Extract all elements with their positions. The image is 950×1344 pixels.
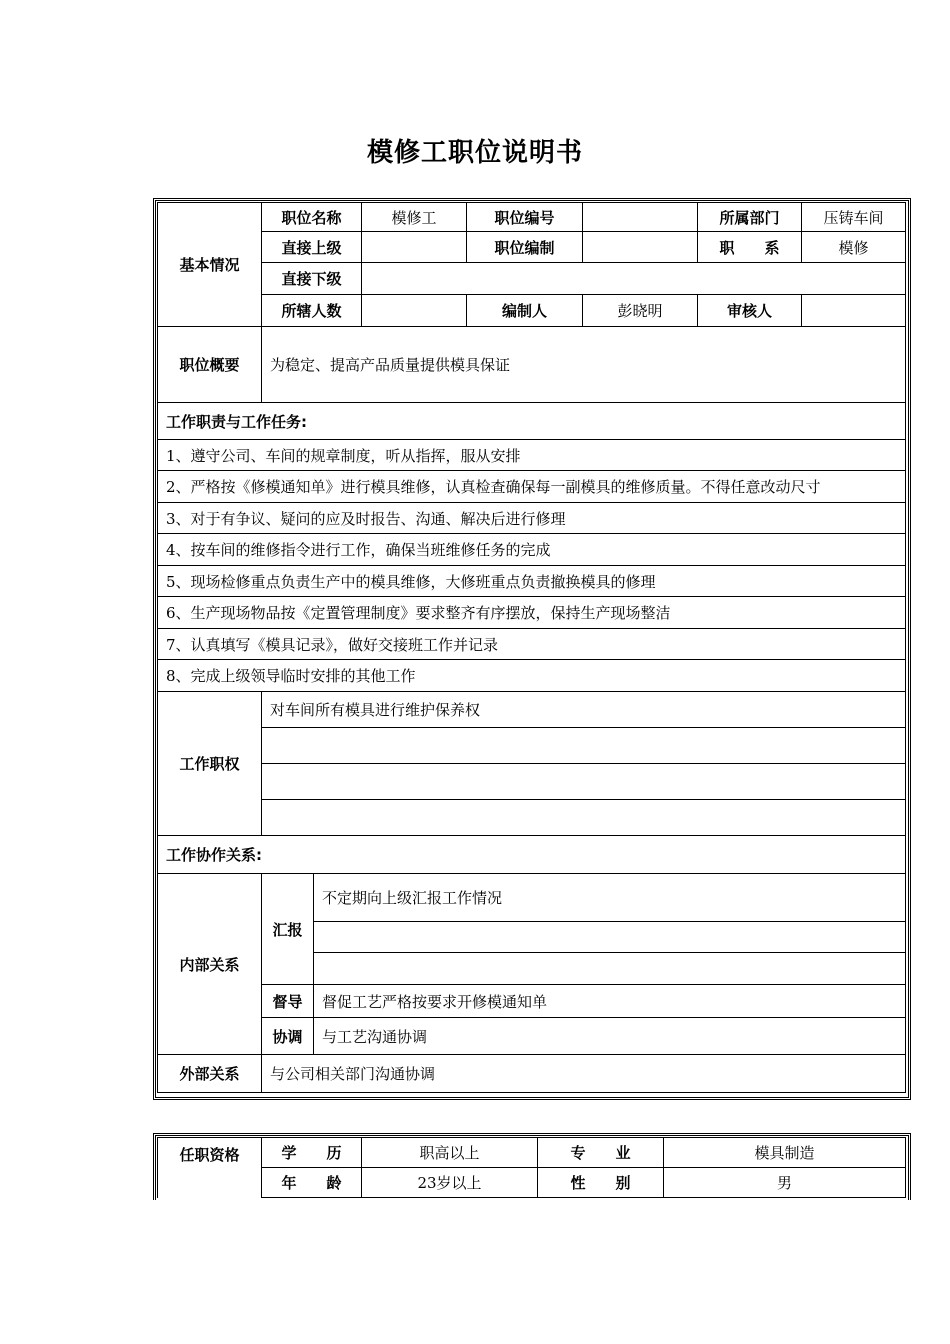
report-label: 汇报 — [262, 874, 314, 985]
managed-count-label: 所辖人数 — [262, 295, 362, 327]
external-relations-label: 外部关系 — [158, 1055, 262, 1093]
authority-label: 工作职权 — [158, 692, 262, 836]
basic-info-label: 基本情况 — [158, 203, 262, 327]
direct-superior-label: 直接上级 — [262, 232, 362, 263]
direct-subordinate-label: 直接下级 — [262, 263, 362, 295]
external-relations-text: 与公司相关部门沟通协调 — [262, 1055, 906, 1093]
report-item — [314, 922, 906, 953]
managed-count-value — [362, 295, 467, 327]
authority-item — [262, 728, 906, 764]
report-item — [314, 953, 906, 985]
department-label: 所属部门 — [698, 203, 802, 232]
coordinate-text: 与工艺沟通协调 — [314, 1018, 906, 1055]
gender-label: 性 别 — [538, 1168, 664, 1198]
headcount-label: 职位编制 — [467, 232, 583, 263]
job-family-value: 模修 — [802, 232, 906, 263]
qualification-label: 任职资格 — [158, 1138, 262, 1198]
age-value: 23岁以上 — [362, 1168, 538, 1198]
author-label: 编制人 — [467, 295, 583, 327]
reviewer-label: 审核人 — [698, 295, 802, 327]
duty-item: 4、按车间的维修指令进行工作，确保当班维修任务的完成 — [158, 534, 906, 566]
duties-header: 工作职责与工作任务: — [158, 403, 906, 440]
duty-item: 5、现场检修重点负责生产中的模具维修，大修班重点负责撤换模具的修理 — [158, 566, 906, 597]
duty-item: 3、对于有争议、疑问的应及时报告、沟通、解决后进行修理 — [158, 503, 906, 534]
authority-item — [262, 764, 906, 800]
position-code-value — [583, 203, 698, 232]
headcount-value — [583, 232, 698, 263]
position-name-value: 模修工 — [362, 203, 467, 232]
job-family-label: 职 系 — [698, 232, 802, 263]
major-label: 专 业 — [538, 1138, 664, 1168]
education-value: 职高以上 — [362, 1138, 538, 1168]
department-value: 压铸车间 — [802, 203, 906, 232]
supervise-label: 督导 — [262, 985, 314, 1018]
duty-item: 6、生产现场物品按《定置管理制度》要求整齐有序摆放，保持生产现场整洁 — [158, 597, 906, 629]
position-name-label: 职位名称 — [262, 203, 362, 232]
direct-superior-value — [362, 232, 467, 263]
report-item: 不定期向上级汇报工作情况 — [314, 874, 906, 922]
supervise-text: 督促工艺严格按要求开修模通知单 — [314, 985, 906, 1018]
age-label: 年 龄 — [262, 1168, 362, 1198]
duty-item: 1、遵守公司、车间的规章制度，听从指挥，服从安排 — [158, 440, 906, 471]
summary-text: 为稳定、提高产品质量提供模具保证 — [262, 327, 906, 403]
reviewer-value — [802, 295, 906, 327]
education-label: 学 历 — [262, 1138, 362, 1168]
gender-value: 男 — [664, 1168, 906, 1198]
direct-subordinate-value — [362, 263, 906, 295]
page-title: 模修工职位说明书 — [366, 138, 583, 168]
coordinate-label: 协调 — [262, 1018, 314, 1055]
position-code-label: 职位编号 — [467, 203, 583, 232]
relations-header: 工作协作关系: — [158, 836, 906, 874]
summary-label: 职位概要 — [158, 327, 262, 403]
authority-item: 对车间所有模具进行维护保养权 — [262, 692, 906, 728]
duty-item: 8、完成上级领导临时安排的其他工作 — [158, 660, 906, 692]
authority-item — [262, 800, 906, 836]
qualification-table — [157, 1137, 906, 1198]
job-description-table — [157, 202, 906, 1093]
major-value: 模具制造 — [664, 1138, 906, 1168]
author-value: 彭晓明 — [583, 295, 698, 327]
duty-item: 2、严格按《修模通知单》进行模具维修，认真检查确保每一副模具的维修质量。不得任意改动尺寸 — [158, 471, 906, 503]
duty-item: 7、认真填写《模具记录》，做好交接班工作并记录 — [158, 629, 906, 660]
internal-relations-label: 内部关系 — [158, 874, 262, 1055]
